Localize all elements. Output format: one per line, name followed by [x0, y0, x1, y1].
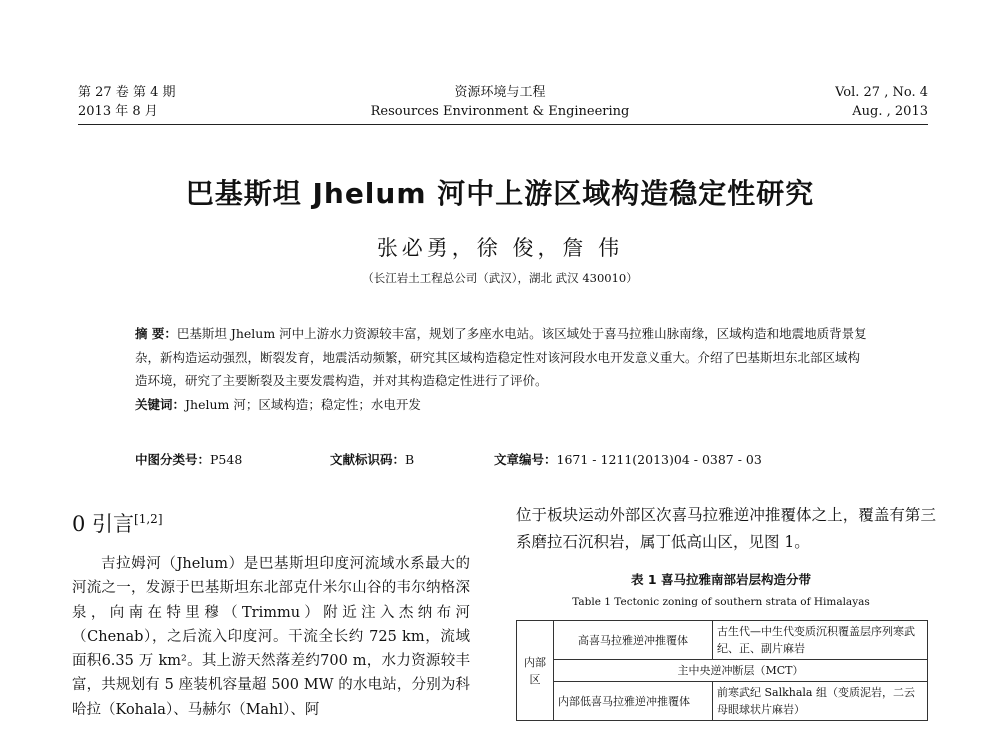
- right-paragraph: 位于板块运动外部区次喜马拉雅逆冲推覆体之上，覆盖有第三系磨拉石沉积岩，属丁低高山区，见图 1。: [516, 506, 936, 551]
- section-title: 0 引言: [72, 512, 135, 536]
- header-rule: [78, 124, 928, 125]
- article-no-value: 1671 - 1211(2013)04 - 0387 - 03: [556, 452, 762, 467]
- article-no-line: [494, 450, 762, 468]
- table-row: [517, 682, 928, 721]
- section-citation: [1,2]: [134, 512, 163, 526]
- journal-volume-en: Vol. 27 , No. 4: [835, 85, 928, 100]
- abstract-label: 摘 要：: [135, 326, 177, 341]
- row1-name: 高喜马拉雅逆冲推覆体: [554, 621, 713, 660]
- affiliation: （长江岩土工程总公司（武汉），湖北 武汉 430010）: [362, 271, 638, 285]
- intro-paragraph: 吉拉姆河（Jhelum）是巴基斯坦印度河流域水系最大的河流之一，发源于巴基斯坦东北部克什米尔山谷的韦尔纳格深泉，向南在特里穆（Trimmu）附近注入杰纳布河（Chenab），之后流入印度河。干流全长约 725 km，流域面积6.35 万 km²。其上游天然落差约700 m，水力资源较丰富，共规划有 5 座装机容量超 500 MW 的水电站，分别为科哈拉（Kohala）、马赫尔（Mahl）、阿: [72, 556, 470, 718]
- row3-desc: 前寒武纪 Salkhala 组（变质泥岩，二云母眼球状片麻岩）: [713, 682, 928, 721]
- row1-desc: 古生代—中生代变质沉积覆盖层序列寒武纪、正、副片麻岩: [713, 621, 928, 660]
- doc-code-value: B: [405, 452, 415, 467]
- tectonic-zoning-table: [516, 620, 928, 721]
- row2-full: 主中央逆冲断层（MCT）: [554, 660, 928, 682]
- keywords-line: [135, 393, 870, 417]
- doc-code-line: [330, 450, 414, 468]
- clc-value: P548: [210, 452, 243, 467]
- row3-name: 内部低喜马拉雅逆冲推覆体: [554, 682, 713, 721]
- keywords: Jhelum 河；区域构造；稳定性；水电开发: [185, 396, 421, 412]
- paper-title: 巴基斯坦 Jhelum 河中上游区域构造稳定性研究: [185, 177, 815, 210]
- table-row: [517, 660, 928, 682]
- keywords-label: 关键词：: [135, 396, 186, 412]
- journal-name-en: Resources Environment & Engineering: [370, 104, 630, 119]
- abstract-text: 巴基斯坦 Jhelum 河中上游水力资源较丰富，规划了多座水电站。该区域处于喜马拉雅山脉南缘，区域构造和地震地质背景复杂，新构造运动强烈，断裂发育，地震活动频繁，研究其区域构造稳定性对该河段水电开发意义重大。介绍了巴基斯坦东北部区域构造环境，研究了主要断裂及主要发震构造，并对其构造稳定性进行了评价。: [135, 326, 867, 388]
- table-caption-en: Table 1 Tectonic zoning of southern strata of Himalayas: [572, 596, 870, 608]
- zone-cell: 内部区: [517, 621, 554, 721]
- journal-date-en: Aug. , 2013: [852, 104, 928, 119]
- table-caption-cn: 表 1 喜马拉雅南部岩层构造分带: [631, 572, 811, 587]
- abstract: [135, 322, 870, 416]
- section-heading: [72, 508, 163, 538]
- journal-date: 2013 年 8 月: [78, 104, 158, 119]
- clc-label: 中图分类号：: [135, 452, 211, 467]
- clc-line: [135, 450, 242, 468]
- authors: 张必勇，徐 俊，詹 伟: [376, 236, 624, 260]
- journal-volume-issue: 第 27 卷 第 4 期: [78, 85, 176, 100]
- article-no-label: 文章编号：: [494, 452, 557, 467]
- table-row: [517, 621, 928, 660]
- journal-name-cn: 资源环境与工程: [454, 85, 546, 100]
- doc-code-label: 文献标识码：: [330, 452, 406, 467]
